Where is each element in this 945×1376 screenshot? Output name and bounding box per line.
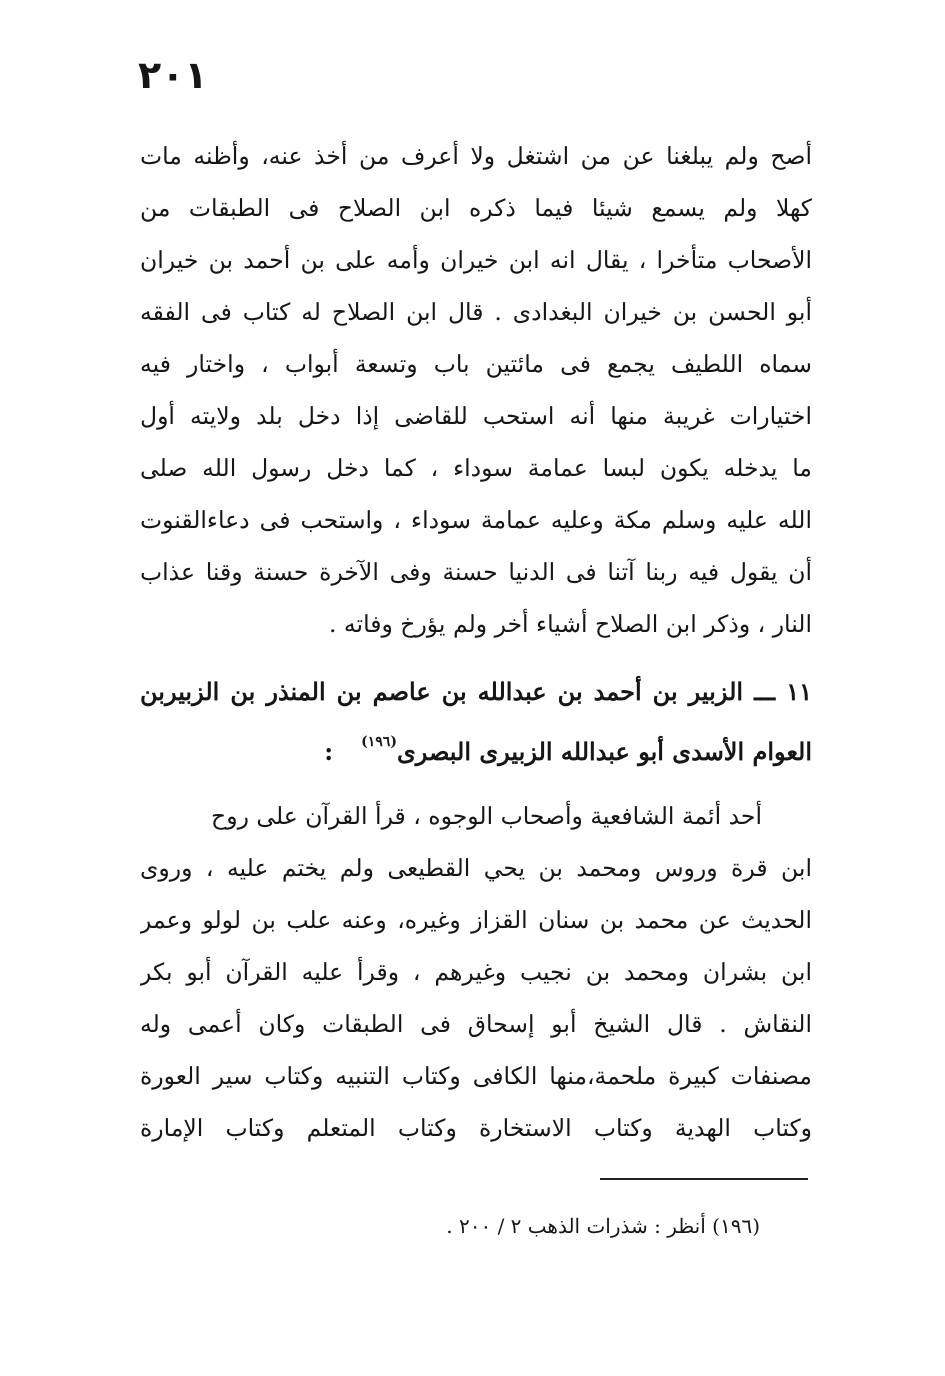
- heading-line: ١١ ـــ الزبير بن أحمد بن عبدالله بن عاصم بن المنذر بن الزبيربن: [140, 677, 812, 706]
- heading-line-2: [140, 716, 812, 768]
- text-line: الأصحاب متأخرا ، يقال انه ابن خيران وأمه على بن أحمد بن خيران: [140, 246, 812, 274]
- text-line: أصح ولم يبلغنا عن من اشتغل ولا أعرف من أخذ عنه، وأظنه مات: [140, 142, 812, 170]
- heading-colon: :: [324, 737, 334, 766]
- text-line: أحد أئمة الشافعية وأصحاب الوجوه ، قرأ القرآن على روح: [211, 802, 762, 830]
- text-line: ابن قرة وروس ومحمد بن يحي القطيعى ولم يختم عليه ، وروى: [140, 854, 812, 882]
- text-line: الحديث عن محمد بن سنان القزاز وغيره، وعنه علب بن لولو وعمر: [140, 906, 812, 934]
- footnote: (١٩٦) أنظر : شذرات الذهب ٢ / ٢٠٠ .: [446, 1214, 760, 1238]
- text-line: الله عليه وسلم مكة وعليه عمامة سوداء ، واستحب فى دعاءالقنوت: [140, 506, 812, 534]
- text-line: ابن بشران ومحمد بن نجيب وغيرهم ، وقرأ عليه القرآن أبو بكر: [140, 958, 812, 986]
- footnote-divider: [600, 1178, 808, 1180]
- heading-name: العوام الأسدى أبو عبدالله الزبيرى البصرى: [396, 737, 812, 766]
- page-number: ٢٠١: [138, 53, 208, 97]
- text-line: النقاش . قال الشيخ أبو إسحاق فى الطبقات وكان أعمى وله: [140, 1010, 812, 1038]
- text-line: وكتاب الهدية وكتاب الاستخارة وكتاب المتعلم وكتاب الإمارة: [140, 1114, 812, 1142]
- text-line: أبو الحسن بن خيران البغدادى . قال ابن الصلاح له كتاب فى الفقه: [140, 298, 812, 326]
- text-line: كهلا ولم يسمع شيئا فيما ذكره ابن الصلاح فى الطبقات من: [140, 194, 812, 222]
- text-line: أن يقول فيه ربنا آتنا فى الدنيا حسنة وفى الآخرة حسنة وقنا عذاب: [140, 558, 812, 586]
- text-line: مصنفات كبيرة ملحمة،منها الكافى وكتاب التنبيه وكتاب سير العورة: [140, 1062, 812, 1090]
- text-line-indented: [140, 790, 812, 842]
- text-line: ما يدخله يكون لبسا عمامة سوداء ، كما دخل رسول الله صلى: [140, 454, 812, 482]
- footnote-reference: (١٩٦): [361, 734, 397, 750]
- text-line: اختيارات غريبة منها أنه استحب للقاضى إذا دخل بلد ولايته أول: [140, 402, 812, 430]
- text-line: النار ، وذكر ابن الصلاح أشياء أخر ولم يؤرخ وفاته .: [328, 610, 812, 638]
- text-line: سماه اللطيف يجمع فى مائتين باب وتسعة أبواب ، واختار فيه: [140, 350, 812, 378]
